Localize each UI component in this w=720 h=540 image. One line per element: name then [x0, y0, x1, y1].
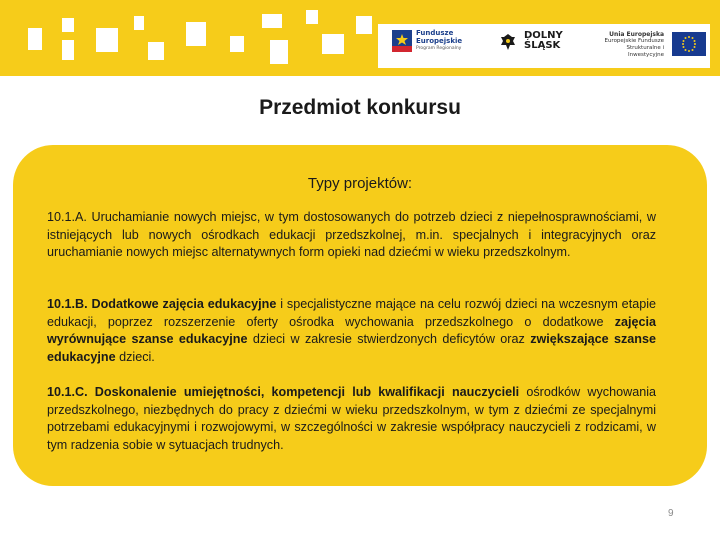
dolny-slask-eagle-icon [500, 33, 516, 51]
decor-square [186, 22, 206, 46]
project-text: i specjalistyczne mające na celu rozwój dzieci na wczesnym etapie edukacji, poprzez rozszerzenie oferty ośrodka wychowania przedszkolnego o dodatkowe [47, 297, 656, 329]
page-title: Przedmiot konkursu [259, 96, 461, 119]
project-bold-text: Dodatkowe zajęcia edukacyjne [91, 297, 277, 311]
project-code: 10.1.B. [47, 297, 88, 311]
decor-square [322, 34, 344, 54]
page-number: 9 [668, 508, 674, 519]
decor-square [270, 40, 288, 64]
project-text: ośrodków wychowania przedszkolnego, niezbędnych do pracy z dziećmi w wieku przedszkolnym, w tym z dziećmi ze specjalnymi potrzebami edukacyjnymi i rozwojowymi, w szczególności w zakresie współpracy nauczycieli z rodzicami, w tym radzenia sobie w sytuacjach trudnych. [47, 385, 657, 452]
project-bold-text: zwiększające szanse edukacyjne [47, 332, 656, 364]
box-title: Typy projektów: [307, 175, 413, 192]
project-text: dzieci. [115, 349, 155, 364]
project-code: 10.1.A. [47, 210, 87, 224]
dolny-slask-text [524, 31, 563, 51]
eu-flag-icon [672, 32, 706, 56]
decor-square [356, 16, 372, 34]
project-type-c [47, 384, 656, 454]
project-code: 10.1.C. [47, 385, 88, 399]
decor-square [148, 42, 164, 60]
ue-line1: Unia Europejska [609, 31, 664, 38]
project-bold-text: zajęcia wyrównujące szanse edukacyjne [47, 314, 656, 346]
fe-line2: Europejskie [416, 37, 463, 45]
project-text: dzieci w zakresie stwierdzonych deficytów oraz [247, 332, 531, 346]
decor-square [96, 28, 118, 52]
fe-line1: Fundusze [416, 29, 454, 37]
fundusze-europejskie-logo-icon [392, 30, 412, 52]
decor-square [262, 14, 282, 28]
ds-line2: ŚLĄSK [524, 40, 561, 51]
ue-line2: Europejskie Fundusze [604, 38, 664, 44]
fe-line3: Program Regionalny [416, 46, 462, 51]
decor-square [62, 40, 74, 60]
decor-square [230, 36, 244, 52]
decor-square [306, 10, 318, 24]
header [0, 0, 720, 76]
ds-line1: DOLNY [524, 30, 563, 41]
project-text: Uruchamianie nowych miejsc, w tym dostosowanych do potrzeb dzieci z niepełnosprawnościami, w istniejących lub nowych ośrodkach edukacji przedszkolnej, m.in. specjalnych i integracyjnych oraz uruchamianie nowych miejsc alternatywnych form opieki nad dziećmi w wieku przedszkolnym. [47, 210, 656, 259]
decor-square [28, 28, 42, 50]
ue-line3: Strukturalne i Inwestycyjne [626, 45, 664, 58]
project-bold-text: Doskonalenie umiejętności, kompetencji lub kwalifikacji nauczycieli [94, 385, 520, 399]
project-type-b [47, 296, 656, 366]
project-type-a [47, 209, 656, 262]
fundusze-europejskie-text [416, 29, 462, 53]
unia-europejska-text [596, 31, 664, 59]
decor-square [62, 18, 74, 32]
decor-square [134, 16, 144, 30]
